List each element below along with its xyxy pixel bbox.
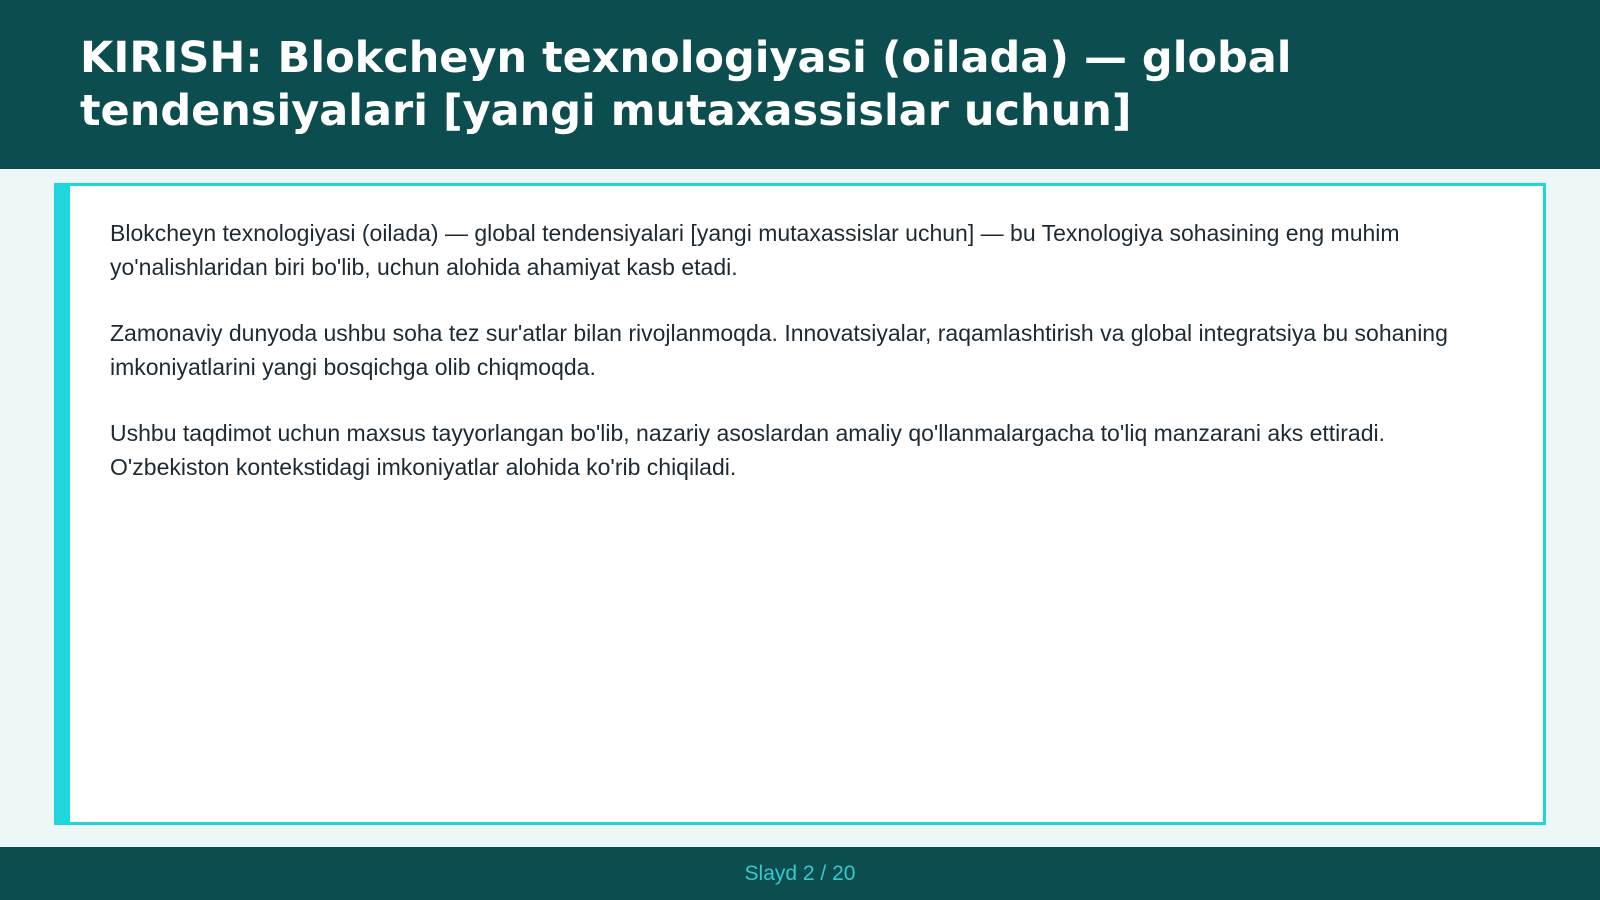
paragraph-1: Blokcheyn texnologiyasi (oilada) — global tendensiyalari [yangi mutaxassislar uchun] — bu Texnologiya sohasining eng muhim yo'nalishlaridan biri bo'lib, uchun alohida ahamiyat kasb etadi. [110,220,1400,280]
content-body [70,186,1543,484]
content-card [54,183,1546,825]
paragraph-2: Zamonaviy dunyoda ushbu soha tez sur'atlar bilan rivojlanmoqda. Innovatsiyalar, raqamlashtirish va global integratsiya bu sohaning imkoniyatlarini yangi bosqichga olib chiqmoqda. [110,320,1448,380]
slide-counter: Slayd 2 / 20 [744,861,856,885]
slide-header [0,0,1600,169]
slide-title: KIRISH: Blokcheyn texnologiyasi (oilada) — global tendensiyalari [yangi mutaxassislar uchun] [80,33,1292,136]
paragraph-3: Ushbu taqdimot uchun maxsus tayyorlangan bo'lib, nazariy asoslardan amaliy qo'llanmalargacha to'liq manzarani aks ettiradi. O'zbekiston kontekstidagi imkoniyatlar alohida ko'rib chiqiladi. [110,420,1386,480]
slide-footer [0,847,1600,900]
